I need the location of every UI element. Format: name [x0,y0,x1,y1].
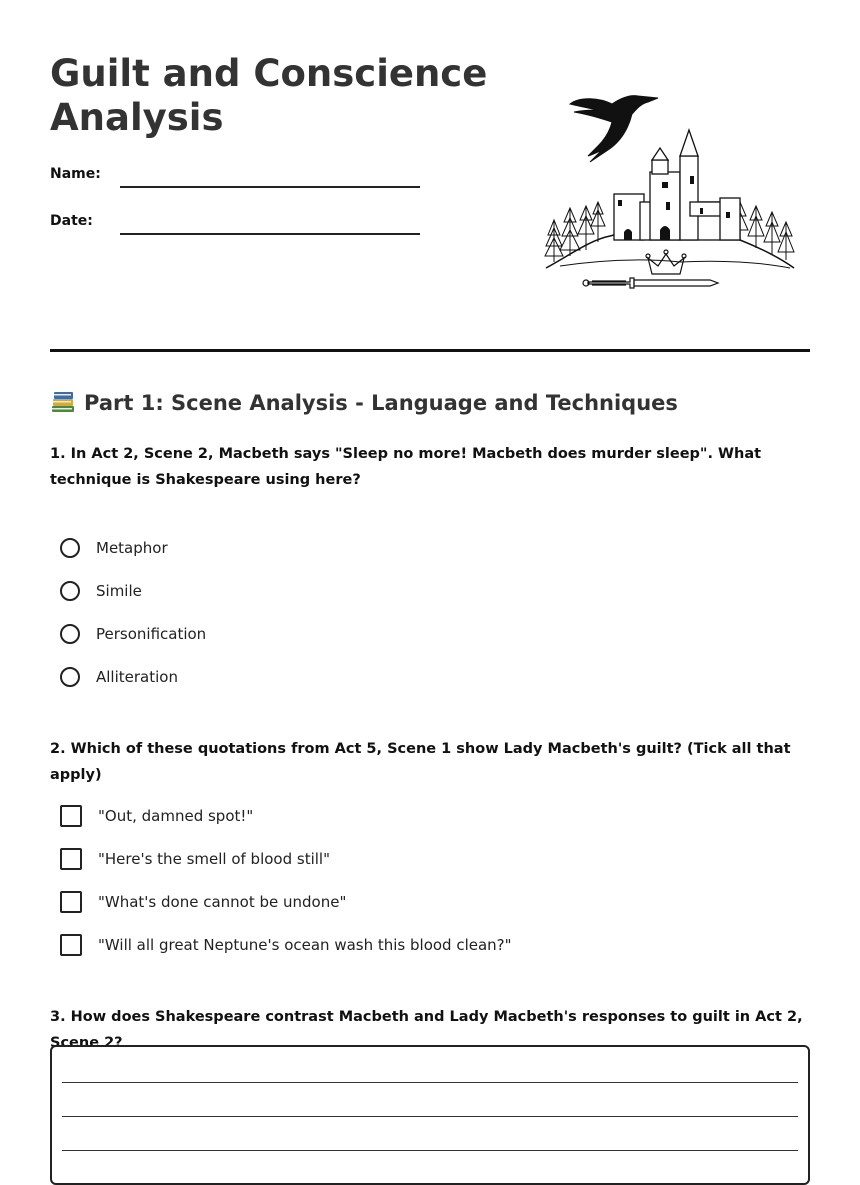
answer-line [62,1150,798,1151]
option-label: Personification [96,625,207,643]
answer-textarea[interactable] [50,1045,810,1185]
option-label: "Here's the smell of blood still" [98,850,330,868]
checkbox[interactable] [60,891,82,913]
radio-button[interactable] [60,538,80,558]
question-1-text: 1. In Act 2, Scene 2, Macbeth says "Sleep no more! Macbeth does murder sleep". What technique is Shakespeare using here? [50,446,762,488]
q1-option-alliteration[interactable] [60,664,178,690]
page-title: Guilt and Conscience Analysis [50,52,488,139]
name-field[interactable] [120,186,420,188]
option-label: "What's done cannot be undone" [98,893,347,911]
question-3-text: 3. How does Shakespeare contrast Macbeth and Lady Macbeth's responses to guilt in Act 2, Scene 2? [50,1009,803,1051]
q1-option-metaphor[interactable] [60,535,168,561]
question-2-text: 2. Which of these quotations from Act 5, Scene 1 show Lady Macbeth's guilt? (Tick all that apply) [50,741,791,783]
raven-castle-illustration [540,90,800,305]
books-icon [50,388,76,414]
radio-button[interactable] [60,624,80,644]
option-label: "Out, damned spot!" [98,807,254,825]
part1-title: Part 1: Scene Analysis - Language and Techniques [84,391,678,415]
q2-option-2[interactable] [60,846,330,872]
radio-button[interactable] [60,581,80,601]
answer-line [62,1116,798,1117]
checkbox[interactable] [60,848,82,870]
option-label: Alliteration [96,668,178,686]
raven-icon [570,96,658,162]
q2-option-1[interactable] [60,803,253,829]
section-divider [50,349,810,352]
q2-option-4[interactable] [60,932,512,958]
radio-button[interactable] [60,667,80,687]
name-label: Name: [50,166,101,182]
option-label: "Will all great Neptune's ocean wash this blood clean?" [98,936,512,954]
q1-option-simile[interactable] [60,578,142,604]
option-label: Simile [96,582,142,600]
date-label: Date: [50,213,93,229]
answer-line [62,1082,798,1083]
checkbox[interactable] [60,805,82,827]
date-field[interactable] [120,233,420,235]
part1-heading [50,388,678,415]
q1-option-personification[interactable] [60,621,206,647]
checkbox[interactable] [60,934,82,956]
q2-option-3[interactable] [60,889,346,915]
option-label: Metaphor [96,539,168,557]
